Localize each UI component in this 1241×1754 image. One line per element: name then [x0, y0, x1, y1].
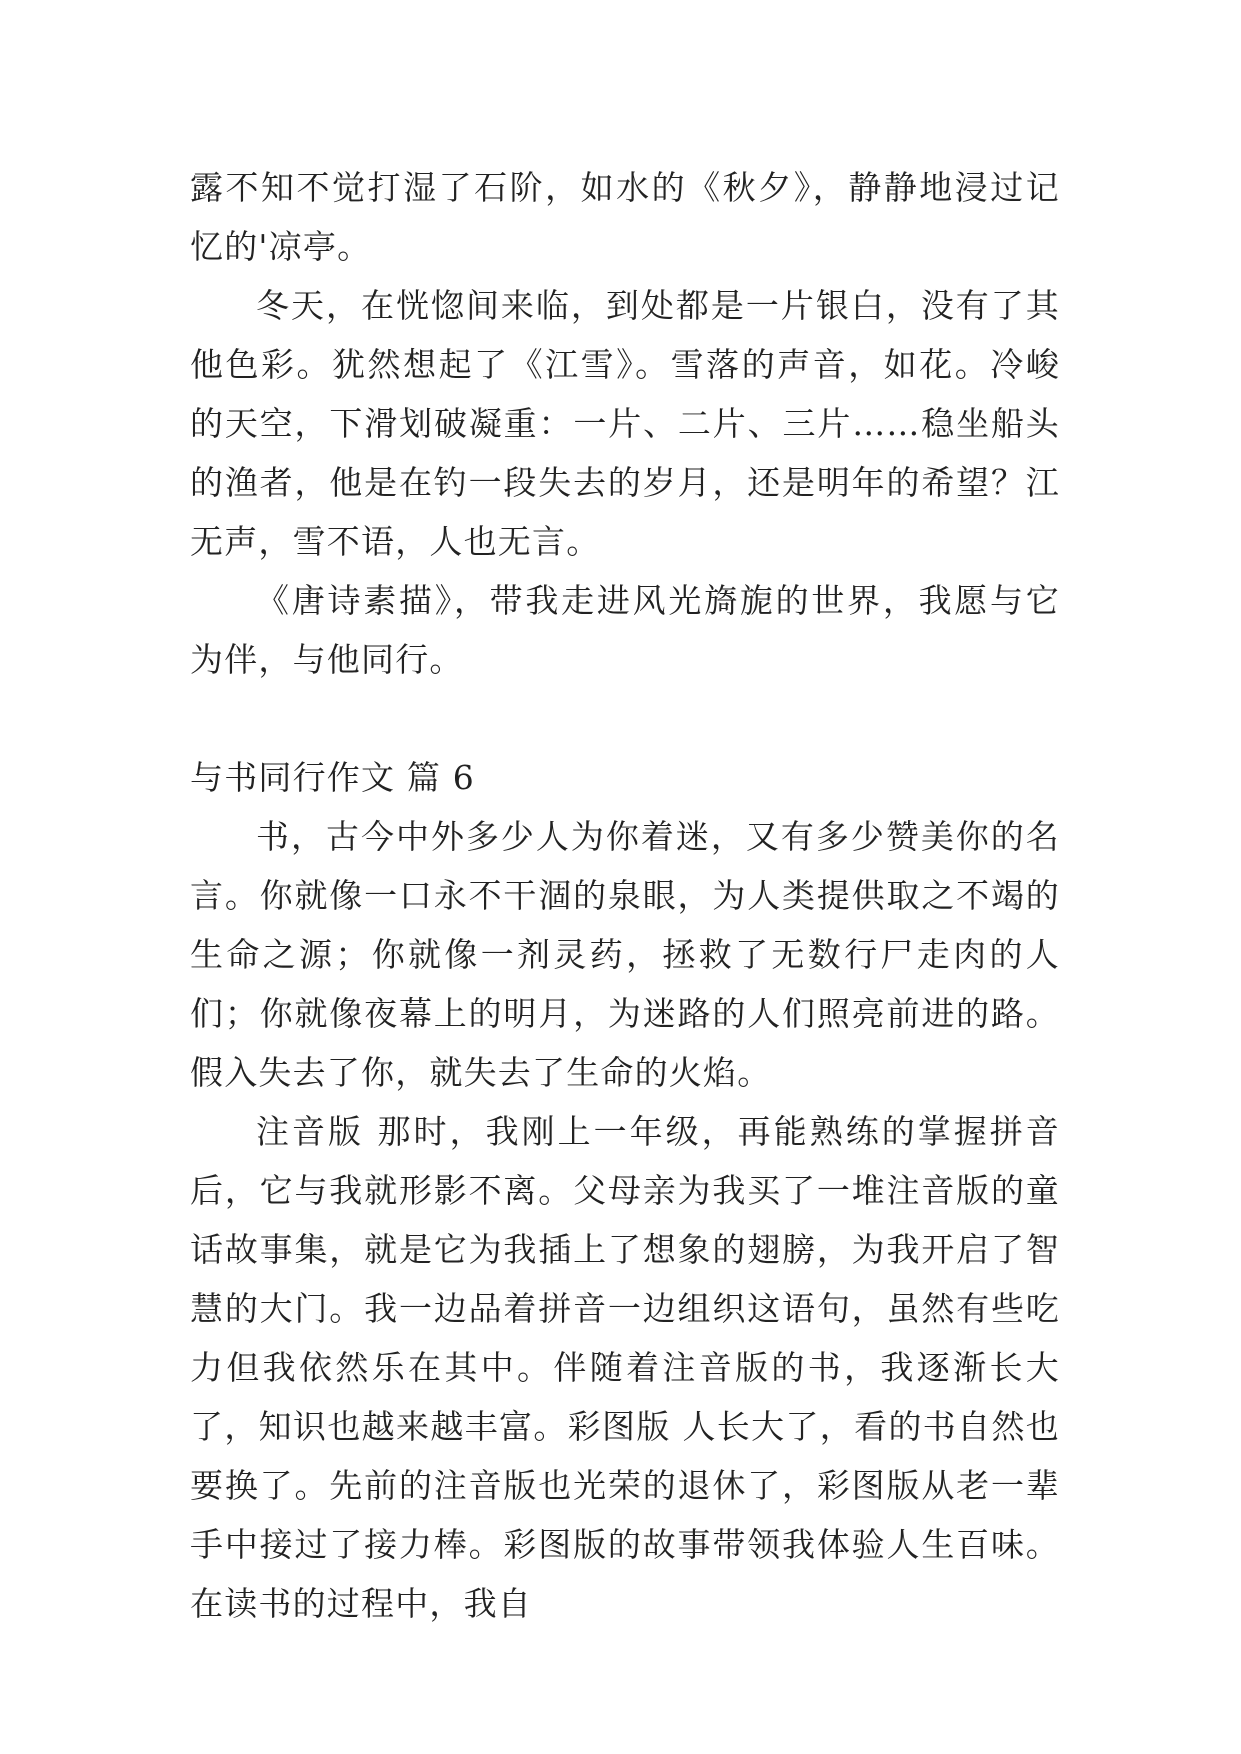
document-body [190, 158, 1060, 1633]
paragraph-tang-poems: 《唐诗素描》，带我走进风光旖旎的世界，我愿与它为伴，与他同行。 [190, 581, 1060, 679]
paragraph-winter: 冬天，在恍惚间来临，到处都是一片银白，没有了其他色彩。犹然想起了《江雪》。雪落的声音，如花。冷峻的天空，下滑划破凝重：一片、二片、三片……稳坐船头的渔者，他是在钓一段失去的岁月，还是明年的希望？江无声，雪不语，人也无言。 [190, 286, 1060, 561]
paragraph-phonetic-edition: 注音版 那时，我刚上一年级，再能熟练的掌握拼音后，它与我就形影不离。父母亲为我买了一堆注音版的童话故事集，就是它为我插上了想象的翅膀，为我开启了智慧的大门。我一边品着拼音一边组织这语句，虽然有些吃力但我依然乐在其中。伴随着注音版的书，我逐渐长大了，知识也越来越丰富。彩图版 人长大了，看的书自然也要换了。先前的注音版也光荣的退休了，彩图版从老一辈手中接过了接力棒。彩图版的故事带领我体验人生百味。在读书的过程中，我自 [190, 1112, 1060, 1623]
section-title: 与书同行作文 篇 6 [190, 758, 475, 797]
paragraph-book-praise: 书，古今中外多少人为你着迷，又有多少赞美你的名言。你就像一口永不干涸的泉眼，为人类提供取之不竭的生命之源；你就像一剂灵药，拯救了无数行尸走肉的人们；你就像夜幕上的明月，为迷路的人们照亮前进的路。假入失去了你，就失去了生命的火焰。 [190, 817, 1060, 1092]
paragraph-continuation: 露不知不觉打湿了石阶，如水的《秋夕》，静静地浸过记忆的'凉亭。 [190, 168, 1060, 266]
